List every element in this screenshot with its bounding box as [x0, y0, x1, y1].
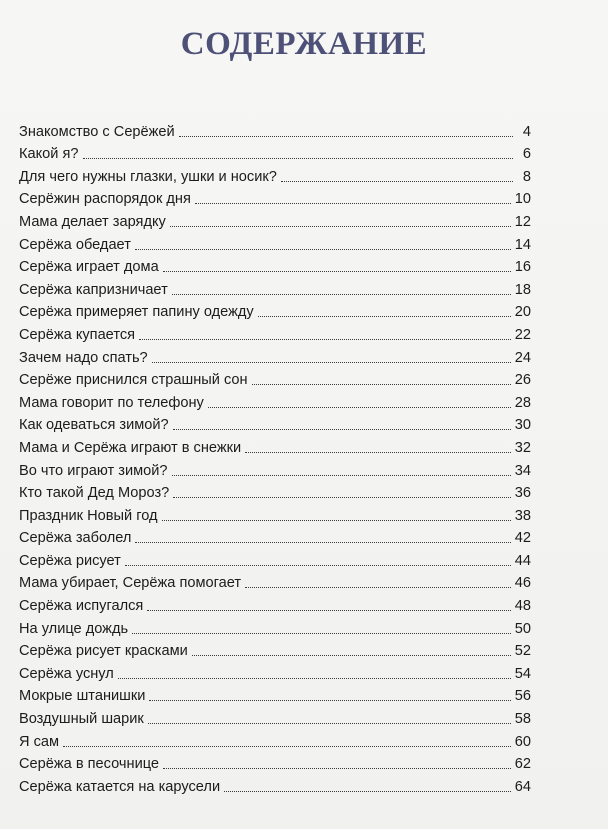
toc-entry — [19, 434, 531, 457]
dot-leader — [63, 746, 511, 747]
toc-entry-title: Серёжа купается — [19, 326, 136, 343]
toc-entry-page-number: 18 — [514, 281, 531, 298]
toc-entry-page-number: 30 — [514, 417, 531, 434]
toc-entry-title: Знакомство с Серёжей — [19, 123, 175, 140]
toc-entry-title: Какой я? — [19, 146, 79, 163]
toc-entry-title: Как одеваться зимой? — [19, 417, 169, 434]
toc-entry — [19, 231, 531, 254]
dot-leader — [148, 723, 511, 724]
dot-leader — [163, 271, 511, 272]
toc-entry — [19, 480, 531, 503]
toc-entry-title: Серёже приснился страшный сон — [19, 372, 248, 389]
dot-leader — [162, 520, 511, 521]
toc-entry-page-number: 12 — [514, 213, 531, 230]
dot-leader — [173, 497, 511, 498]
toc-entry — [19, 141, 531, 164]
toc-entry — [19, 660, 531, 683]
toc-entry-title: Серёжа катается на карусели — [19, 778, 221, 795]
toc-entry — [19, 389, 531, 412]
toc-entry-page-number: 22 — [514, 326, 531, 343]
toc-entry-title: Серёжа обедает — [19, 236, 131, 253]
toc-entry-title: Мама говорит по телефону — [19, 394, 204, 411]
toc-entry — [19, 299, 531, 322]
dot-leader — [173, 429, 511, 430]
toc-entry-page-number: 6 — [522, 146, 531, 163]
dot-leader — [132, 633, 511, 634]
toc-entry-title: Серёжа уснул — [19, 665, 114, 682]
toc-entry-page-number: 56 — [514, 688, 531, 705]
dot-leader — [163, 768, 511, 769]
toc-entry-title: Серёжа рисует — [19, 552, 121, 569]
toc-entry-title: Серёжа в песочнице — [19, 756, 160, 773]
toc-entry-title: Серёжа испугался — [19, 598, 144, 615]
toc-entry — [19, 615, 531, 638]
toc-entry — [19, 570, 531, 593]
toc-entry-page-number: 34 — [514, 462, 531, 479]
toc-entry-page-number: 24 — [514, 349, 531, 366]
toc-entry-title: Воздушный шарик — [19, 711, 144, 728]
toc-entry-title: Серёжа заболел — [19, 530, 132, 547]
toc-entry-page-number: 48 — [514, 598, 531, 615]
toc-entry-title: Мама делает зарядку — [19, 213, 166, 230]
toc-entry-page-number: 42 — [514, 530, 531, 547]
dot-leader — [224, 791, 511, 792]
toc-entry-title: Мокрые штанишки — [19, 688, 146, 705]
toc-entry-page-number: 38 — [514, 507, 531, 524]
toc-entry-page-number: 58 — [514, 711, 531, 728]
toc-entry-title: Мама и Серёжа играют в снежки — [19, 439, 242, 456]
toc-entry — [19, 208, 531, 231]
toc-entry-page-number: 28 — [514, 394, 531, 411]
toc-entry — [19, 367, 531, 390]
toc-entry-title: Я сам — [19, 733, 60, 750]
toc-entry — [19, 163, 531, 186]
toc-entry — [19, 547, 531, 570]
toc-entry — [19, 592, 531, 615]
toc-entry — [19, 751, 531, 774]
dot-leader — [252, 384, 511, 385]
toc-entry — [19, 705, 531, 728]
dot-leader — [281, 181, 513, 182]
dot-leader — [172, 294, 511, 295]
toc-entry-page-number: 46 — [514, 575, 531, 592]
toc-entry — [19, 186, 531, 209]
toc-entry-page-number: 4 — [522, 123, 531, 140]
dot-leader — [208, 407, 511, 408]
dot-leader — [179, 136, 513, 137]
toc-entry-title: Праздник Новый год — [19, 507, 158, 524]
toc-entry-page-number: 20 — [514, 304, 531, 321]
dot-leader — [118, 678, 511, 679]
dot-leader — [170, 226, 511, 227]
toc-entry — [19, 728, 531, 751]
dot-leader — [147, 610, 510, 611]
toc-entry-title: Зачем надо спать? — [19, 349, 148, 366]
toc-entry-page-number: 14 — [514, 236, 531, 253]
dot-leader — [135, 542, 510, 543]
toc-entry — [19, 525, 531, 548]
toc-entry — [19, 457, 531, 480]
toc-entry-title: Серёжа капризничает — [19, 281, 168, 298]
toc-entry-title: Серёжа примеряет папину одежду — [19, 304, 254, 321]
toc-entry-page-number: 16 — [514, 259, 531, 276]
dot-leader — [135, 249, 511, 250]
toc-entry-title: Для чего нужны глазки, ушки и носик? — [19, 168, 277, 185]
toc-entry-page-number: 50 — [514, 620, 531, 637]
toc-entry — [19, 321, 531, 344]
toc-entry-page-number: 62 — [514, 756, 531, 773]
dot-leader — [245, 587, 511, 588]
toc-entry-page-number: 32 — [514, 439, 531, 456]
toc-entry — [19, 683, 531, 706]
toc-entry-page-number: 64 — [514, 778, 531, 795]
dot-leader — [152, 362, 511, 363]
toc-entry — [19, 638, 531, 661]
toc-entry-page-number: 26 — [514, 372, 531, 389]
toc-entry-page-number: 54 — [514, 665, 531, 682]
dot-leader — [195, 203, 511, 204]
toc-entry-title: Мама убирает, Серёжа помогает — [19, 575, 242, 592]
dot-leader — [125, 565, 511, 566]
toc-entry-title: Серёжин распорядок дня — [19, 191, 191, 208]
toc-entry-page-number: 36 — [514, 485, 531, 502]
toc-entry — [19, 502, 531, 525]
toc-entry-title: Во что играют зимой? — [19, 462, 168, 479]
toc-entry — [19, 118, 531, 141]
toc-entry-page-number: 10 — [514, 191, 531, 208]
toc-entry — [19, 344, 531, 367]
table-of-contents — [19, 118, 531, 796]
toc-entry — [19, 773, 531, 796]
toc-entry — [19, 276, 531, 299]
toc-entry-title: Серёжа играет дома — [19, 259, 159, 276]
dot-leader — [83, 158, 513, 159]
toc-entry-page-number: 8 — [522, 168, 531, 185]
toc-entry-page-number: 60 — [514, 733, 531, 750]
toc-entry-title: Кто такой Дед Мороз? — [19, 485, 170, 502]
toc-entry — [19, 254, 531, 277]
dot-leader — [258, 316, 511, 317]
toc-entry — [19, 412, 531, 435]
dot-leader — [149, 700, 510, 701]
dot-leader — [245, 452, 511, 453]
toc-entry-title: На улице дождь — [19, 620, 129, 637]
dot-leader — [139, 339, 511, 340]
toc-entry-page-number: 44 — [514, 552, 531, 569]
toc-entry-title: Серёжа рисует красками — [19, 643, 188, 660]
toc-entry-page-number: 52 — [514, 643, 531, 660]
page-title: СОДЕРЖАНИЕ — [180, 26, 428, 62]
dot-leader — [172, 475, 511, 476]
dot-leader — [192, 655, 511, 656]
